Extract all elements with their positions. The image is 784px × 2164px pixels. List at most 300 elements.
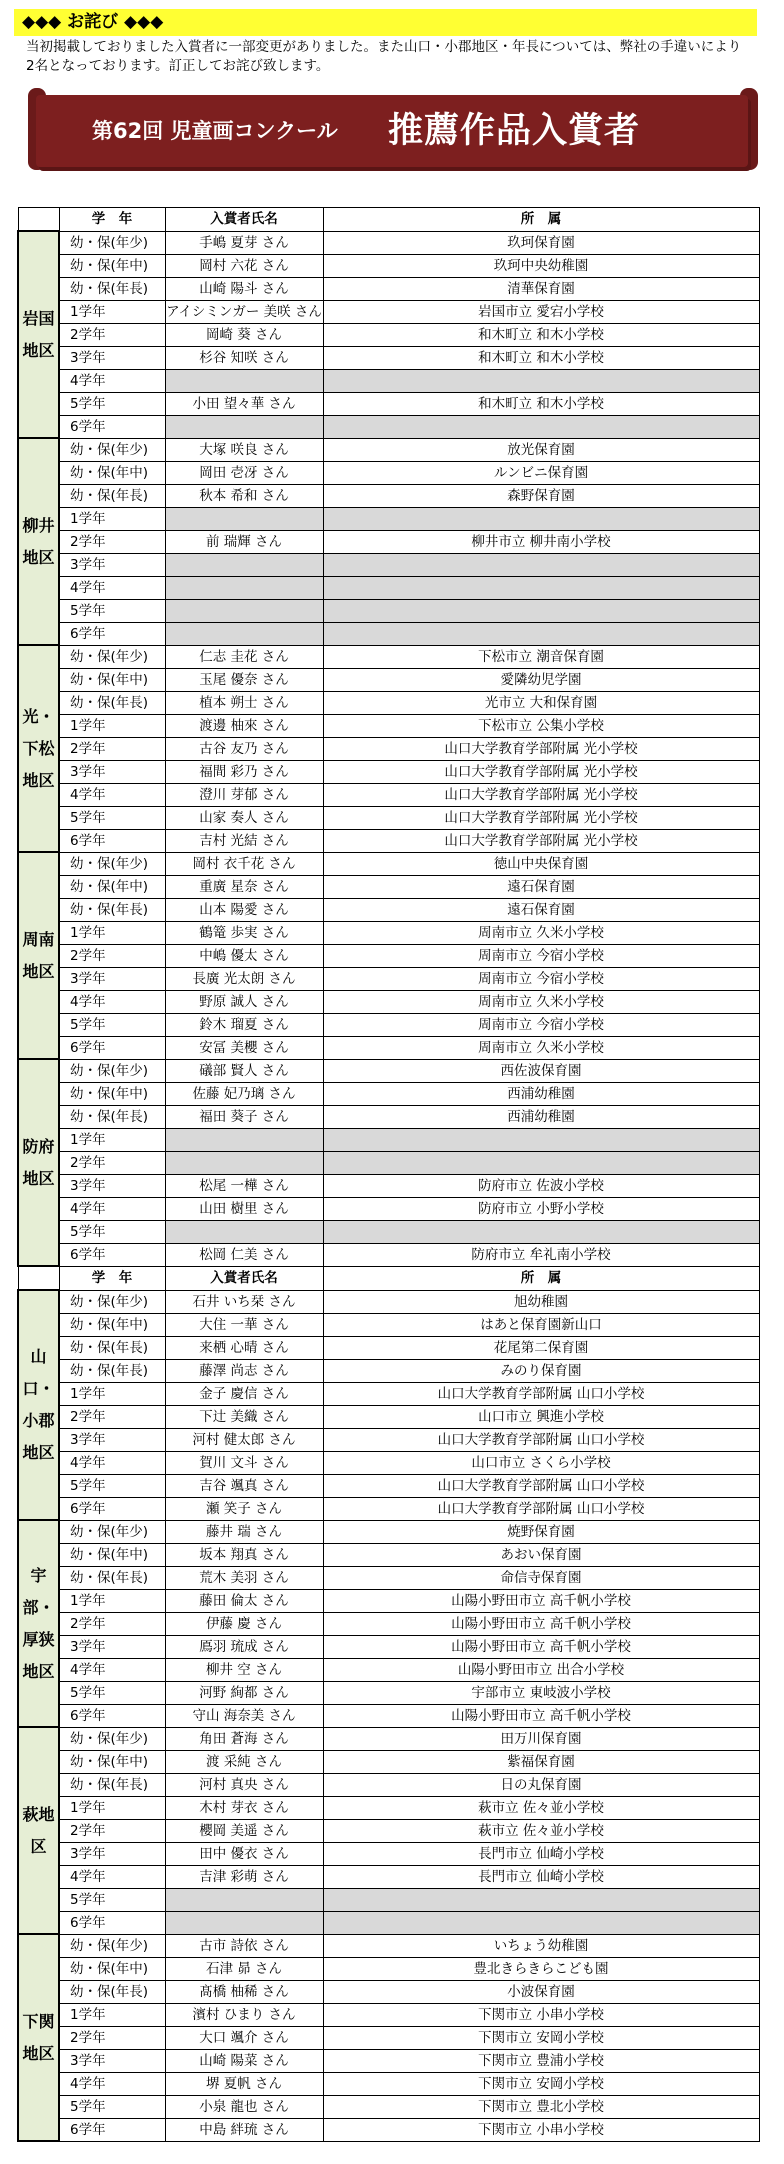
winner-name-cell: 礒部 賢人 さん (165, 1059, 323, 1082)
winner-name-cell: 長廣 光太朗 さん (165, 967, 323, 990)
winner-name-cell: 手嶋 夏芽 さん (165, 231, 323, 254)
school-cell: 周南市立 今宿小学校 (323, 944, 759, 967)
school-cell (323, 576, 759, 599)
grade-cell: 4学年 (59, 1197, 165, 1220)
table-row (18, 1013, 759, 1036)
winner-name-cell: 前 瑞輝 さん (165, 530, 323, 553)
banner-title: 推薦作品入賞者 (388, 111, 641, 151)
school-cell (323, 507, 759, 530)
school-cell: 和木町立 和木小学校 (323, 392, 759, 415)
school-cell: 長門市立 仙崎小学校 (323, 1842, 759, 1865)
table-row (18, 760, 759, 783)
grade-cell: 2学年 (59, 1151, 165, 1174)
grade-cell: 5学年 (59, 1220, 165, 1243)
grade-cell: 4学年 (59, 990, 165, 1013)
grade-cell: 幼・保(年長) (59, 1336, 165, 1359)
school-cell: 下関市立 安岡小学校 (323, 2072, 759, 2095)
region-label: 岩国地区 (18, 231, 59, 438)
grade-cell: 3学年 (59, 1428, 165, 1451)
grade-cell: 3学年 (59, 553, 165, 576)
table-row (18, 2026, 759, 2049)
table-row (18, 1980, 759, 2003)
table-row (18, 967, 759, 990)
winner-name-cell: 山崎 陽菜 さん (165, 2049, 323, 2072)
winner-name-cell: 渡 采純 さん (165, 1750, 323, 1773)
grade-cell: 幼・保(年中) (59, 1313, 165, 1336)
table-row (18, 1313, 759, 1336)
grade-cell: 幼・保(年少) (59, 1059, 165, 1082)
grade-cell: 6学年 (59, 1036, 165, 1059)
winner-name-cell: 鶴篭 歩実 さん (165, 921, 323, 944)
winner-name-cell: 杉谷 知咲 さん (165, 346, 323, 369)
school-cell: 山口市立 興進小学校 (323, 1405, 759, 1428)
grade-cell: 4学年 (59, 1865, 165, 1888)
winner-name-cell: 渡邊 柚來 さん (165, 714, 323, 737)
school-cell: 周南市立 久米小学校 (323, 921, 759, 944)
winner-name-cell: 藤井 瑞 さん (165, 1520, 323, 1543)
table-row (18, 1888, 759, 1911)
header-school: 所 属 (323, 208, 759, 232)
school-cell (323, 415, 759, 438)
winner-name-cell: 濱村 ひまり さん (165, 2003, 323, 2026)
grade-cell: 2学年 (59, 2026, 165, 2049)
grade-cell: 6学年 (59, 1243, 165, 1266)
grade-cell: 3学年 (59, 1635, 165, 1658)
header-school: 所 属 (323, 1266, 759, 1290)
school-cell: 田万川保育園 (323, 1727, 759, 1750)
table-row (18, 1704, 759, 1727)
grade-cell: 4学年 (59, 1451, 165, 1474)
winner-name-cell: 小田 望々華 さん (165, 392, 323, 415)
table-row (18, 1773, 759, 1796)
winner-name-cell: 石井 いち栞 さん (165, 1290, 323, 1313)
grade-cell: 幼・保(年長) (59, 691, 165, 714)
winner-name-cell: 中嶋 優太 さん (165, 944, 323, 967)
winner-name-cell: 河村 健太郎 さん (165, 1428, 323, 1451)
table-row (18, 231, 759, 254)
grade-cell: 幼・保(年少) (59, 1727, 165, 1750)
grade-cell: 3学年 (59, 2049, 165, 2072)
title-banner (36, 95, 748, 167)
table-row (18, 438, 759, 461)
winner-name-cell: 吉村 光結 さん (165, 829, 323, 852)
table-row (18, 553, 759, 576)
grade-cell: 6学年 (59, 1911, 165, 1934)
header-grade: 学 年 (59, 208, 165, 232)
winner-name-cell: 岡村 六花 さん (165, 254, 323, 277)
winner-name-cell: 吉谷 颯真 さん (165, 1474, 323, 1497)
grade-cell: 幼・保(年少) (59, 231, 165, 254)
grade-cell: 2学年 (59, 1405, 165, 1428)
table-row (18, 852, 759, 875)
school-cell: 愛隣幼児学園 (323, 668, 759, 691)
grade-cell: 5学年 (59, 1474, 165, 1497)
table-row (18, 1174, 759, 1197)
table-row (18, 1497, 759, 1520)
grade-cell: 2学年 (59, 323, 165, 346)
school-cell: 下松市立 公集小学校 (323, 714, 759, 737)
school-cell: 小波保育園 (323, 1980, 759, 2003)
school-cell: 日の丸保育園 (323, 1773, 759, 1796)
winner-name-cell: 岡崎 葵 さん (165, 323, 323, 346)
grade-cell: 幼・保(年長) (59, 1566, 165, 1589)
table-row (18, 1635, 759, 1658)
grade-cell: 幼・保(年少) (59, 645, 165, 668)
winner-name-cell: 重廣 星奈 さん (165, 875, 323, 898)
region-label: 山口・小郡地区 (18, 1290, 59, 1520)
header-spacer (18, 208, 59, 232)
school-cell: 山口大学教育学部附属 山口小学校 (323, 1428, 759, 1451)
school-cell: 森野保育園 (323, 484, 759, 507)
table-row (18, 576, 759, 599)
grade-cell: 1学年 (59, 714, 165, 737)
table-row (18, 1428, 759, 1451)
school-cell: 下関市立 豊浦小学校 (323, 2049, 759, 2072)
region-label: 柳井地区 (18, 438, 59, 645)
grade-cell: 幼・保(年中) (59, 875, 165, 898)
grade-cell: 3学年 (59, 760, 165, 783)
school-cell: 和木町立 和木小学校 (323, 323, 759, 346)
table-row (18, 1082, 759, 1105)
grade-cell: 4学年 (59, 1658, 165, 1681)
school-cell (323, 1911, 759, 1934)
winner-name-cell (165, 507, 323, 530)
school-cell: 西浦幼稚園 (323, 1105, 759, 1128)
table-row (18, 2049, 759, 2072)
table-row (18, 1197, 759, 1220)
school-cell: 豊北きらきらこども園 (323, 1957, 759, 1980)
school-cell: 山口大学教育学部附属 光小学校 (323, 783, 759, 806)
school-cell (323, 1128, 759, 1151)
school-cell (323, 599, 759, 622)
school-cell: 防府市立 小野小学校 (323, 1197, 759, 1220)
grade-cell: 2学年 (59, 737, 165, 760)
table-row (18, 484, 759, 507)
winner-name-cell: 吉津 彩萌 さん (165, 1865, 323, 1888)
winner-name-cell (165, 622, 323, 645)
grade-cell: 幼・保(年中) (59, 1082, 165, 1105)
winner-name-cell: 山崎 陽斗 さん (165, 277, 323, 300)
winner-name-cell (165, 599, 323, 622)
winner-name-cell: 福田 葵子 さん (165, 1105, 323, 1128)
table-row (18, 599, 759, 622)
winner-name-cell: 岡田 壱冴 さん (165, 461, 323, 484)
winner-name-cell: 下辻 美織 さん (165, 1405, 323, 1428)
grade-cell: 2学年 (59, 1612, 165, 1635)
grade-cell: 幼・保(年中) (59, 461, 165, 484)
winner-name-cell: 仁志 圭花 さん (165, 645, 323, 668)
grade-cell: 4学年 (59, 783, 165, 806)
table-row (18, 944, 759, 967)
grade-cell: 5学年 (59, 1013, 165, 1036)
school-cell: 光市立 大和保育園 (323, 691, 759, 714)
school-cell: 焼野保育園 (323, 1520, 759, 1543)
grade-cell: 幼・保(年少) (59, 1934, 165, 1957)
school-cell: 下関市立 小串小学校 (323, 2118, 759, 2141)
winner-name-cell: 櫻岡 美遥 さん (165, 1819, 323, 1842)
grade-cell: 5学年 (59, 1888, 165, 1911)
region-label: 下関地区 (18, 1934, 59, 2141)
grade-cell: 6学年 (59, 1704, 165, 1727)
grade-cell: 1学年 (59, 1589, 165, 1612)
school-cell: 周南市立 今宿小学校 (323, 1013, 759, 1036)
table-row (18, 1681, 759, 1704)
grade-cell: 幼・保(年長) (59, 1980, 165, 2003)
winner-name-cell: 松尾 一樺 さん (165, 1174, 323, 1197)
school-cell: 柳井市立 柳井南小学校 (323, 530, 759, 553)
region-label: 防府地区 (18, 1059, 59, 1266)
school-cell: 防府市立 佐波小学校 (323, 1174, 759, 1197)
grade-cell: 1学年 (59, 1382, 165, 1405)
table-row (18, 1474, 759, 1497)
table-row (18, 714, 759, 737)
grade-cell: 幼・保(年長) (59, 898, 165, 921)
school-cell: 山口大学教育学部附属 光小学校 (323, 829, 759, 852)
school-cell: 岩国市立 愛宕小学校 (323, 300, 759, 323)
grade-cell: 3学年 (59, 346, 165, 369)
winner-name-cell: 河野 絢都 さん (165, 1681, 323, 1704)
winner-name-cell: 松岡 仁美 さん (165, 1243, 323, 1266)
school-cell: ルンビニ保育園 (323, 461, 759, 484)
school-cell: 西浦幼稚園 (323, 1082, 759, 1105)
school-cell (323, 1220, 759, 1243)
winner-name-cell (165, 1220, 323, 1243)
winner-name-cell: 山本 陽愛 さん (165, 898, 323, 921)
table-row (18, 1819, 759, 1842)
table-row (18, 1865, 759, 1888)
winner-name-cell: 岡村 衣千花 さん (165, 852, 323, 875)
table-row (18, 829, 759, 852)
header-grade: 学 年 (59, 1266, 165, 1290)
table-row (18, 622, 759, 645)
table-row (18, 1842, 759, 1865)
table-row (18, 1957, 759, 1980)
table-row (18, 392, 759, 415)
table-row (18, 1934, 759, 1957)
grade-cell: 幼・保(年長) (59, 1359, 165, 1382)
winner-name-cell (165, 576, 323, 599)
school-cell: 下関市立 豊北小学校 (323, 2095, 759, 2118)
grade-cell: 5学年 (59, 806, 165, 829)
region-label: 萩地区 (18, 1727, 59, 1934)
table-row (18, 645, 759, 668)
grade-cell: 1学年 (59, 507, 165, 530)
table-row (18, 783, 759, 806)
table-row (18, 1566, 759, 1589)
school-cell: 周南市立 今宿小学校 (323, 967, 759, 990)
table-row (18, 875, 759, 898)
grade-cell: 5学年 (59, 599, 165, 622)
table-row (18, 2118, 759, 2141)
grade-cell: 2学年 (59, 530, 165, 553)
school-cell: はあと保育園新山口 (323, 1313, 759, 1336)
table-row (18, 1589, 759, 1612)
grade-cell: 2学年 (59, 944, 165, 967)
apology-text: 当初掲載しておりました入賞者に一部変更がありました。また山口・小郡地区・年長については、弊社の手違いにより2名となっております。訂正してお詫び致します。 (26, 39, 742, 74)
grade-cell: 1学年 (59, 300, 165, 323)
winner-name-cell: 瀬 笑子 さん (165, 1497, 323, 1520)
table-row (18, 737, 759, 760)
school-cell: みのり保育園 (323, 1359, 759, 1382)
table-row (18, 1520, 759, 1543)
table-row (18, 990, 759, 1013)
table-row (18, 1382, 759, 1405)
table-row (18, 461, 759, 484)
region-label: 宇部・厚狭地区 (18, 1520, 59, 1727)
table-row (18, 1543, 759, 1566)
winner-name-cell: 角田 蒼海 さん (165, 1727, 323, 1750)
school-cell: 山陽小野田市立 高千帆小学校 (323, 1635, 759, 1658)
winner-name-cell: 柳井 空 さん (165, 1658, 323, 1681)
table-row (18, 668, 759, 691)
school-cell: 和木町立 和木小学校 (323, 346, 759, 369)
grade-cell: 3学年 (59, 1174, 165, 1197)
grade-cell: 幼・保(年長) (59, 1105, 165, 1128)
school-cell (323, 369, 759, 392)
school-cell: 徳山中央保育園 (323, 852, 759, 875)
winner-name-cell: 山田 樹里 さん (165, 1197, 323, 1220)
school-cell: 山口大学教育学部附属 山口小学校 (323, 1382, 759, 1405)
school-cell: 長門市立 仙崎小学校 (323, 1865, 759, 1888)
table-row (18, 1911, 759, 1934)
school-cell: 命信寺保育園 (323, 1566, 759, 1589)
school-cell: 周南市立 久米小学校 (323, 1036, 759, 1059)
winner-name-cell (165, 1911, 323, 1934)
winner-name-cell: 植本 朔士 さん (165, 691, 323, 714)
region-label: 光・下松地区 (18, 645, 59, 852)
school-cell: 周南市立 久米小学校 (323, 990, 759, 1013)
grade-cell: 5学年 (59, 2095, 165, 2118)
table-row (18, 346, 759, 369)
school-cell: 萩市立 佐々並小学校 (323, 1819, 759, 1842)
table-row (18, 530, 759, 553)
winner-name-cell: 大口 颯介 さん (165, 2026, 323, 2049)
school-cell: 山口大学教育学部附属 光小学校 (323, 760, 759, 783)
grade-cell: 幼・保(年少) (59, 438, 165, 461)
table-row (18, 1290, 759, 1313)
winner-name-cell: 澄川 芽郁 さん (165, 783, 323, 806)
winner-name-cell: 藤田 倫太 さん (165, 1589, 323, 1612)
winner-name-cell: 佐藤 妃乃璃 さん (165, 1082, 323, 1105)
school-cell: 山陽小野田市立 高千帆小学校 (323, 1704, 759, 1727)
winner-name-cell: 堺 夏帆 さん (165, 2072, 323, 2095)
table-row (18, 300, 759, 323)
table-row (18, 277, 759, 300)
winner-name-cell: 安冨 美櫻 さん (165, 1036, 323, 1059)
winner-name-cell: 荒木 美羽 さん (165, 1566, 323, 1589)
winner-name-cell: 伊藤 慶 さん (165, 1612, 323, 1635)
school-cell: 玖珂中央幼稚園 (323, 254, 759, 277)
winner-name-cell: 鈴木 瑠夏 さん (165, 1013, 323, 1036)
table-row (18, 1151, 759, 1174)
grade-cell: 5学年 (59, 1681, 165, 1704)
school-cell: 山陽小野田市立 高千帆小学校 (323, 1612, 759, 1635)
grade-cell: 3学年 (59, 1842, 165, 1865)
grade-cell: 1学年 (59, 1128, 165, 1151)
school-cell: 山口大学教育学部附属 山口小学校 (323, 1474, 759, 1497)
table-row (18, 415, 759, 438)
winner-name-cell (165, 553, 323, 576)
table-row (18, 1128, 759, 1151)
table-row (18, 806, 759, 829)
table-row (18, 369, 759, 392)
grade-cell: 6学年 (59, 2118, 165, 2141)
table-row (18, 1658, 759, 1681)
winner-name-cell (165, 415, 323, 438)
grade-cell: 1学年 (59, 921, 165, 944)
table-row (18, 1336, 759, 1359)
winner-name-cell: 田中 優衣 さん (165, 1842, 323, 1865)
school-cell: 宇部市立 東岐波小学校 (323, 1681, 759, 1704)
table-row (18, 1359, 759, 1382)
winner-name-cell: 河村 真央 さん (165, 1773, 323, 1796)
school-cell: 防府市立 牟礼南小学校 (323, 1243, 759, 1266)
winner-name-cell: 石津 昴 さん (165, 1957, 323, 1980)
table-row (18, 323, 759, 346)
grade-cell: 6学年 (59, 1497, 165, 1520)
table-row (18, 2095, 759, 2118)
school-cell: 旭幼稚園 (323, 1290, 759, 1313)
table-row (18, 1796, 759, 1819)
school-cell: 山口大学教育学部附属 光小学校 (323, 806, 759, 829)
table-row (18, 1243, 759, 1266)
grade-cell: 幼・保(年長) (59, 484, 165, 507)
school-cell: 遠石保育園 (323, 898, 759, 921)
winner-name-cell: 坂本 翔真 さん (165, 1543, 323, 1566)
school-cell (323, 1888, 759, 1911)
table-row (18, 1059, 759, 1082)
grade-cell: 幼・保(年少) (59, 1290, 165, 1313)
grade-cell: 4学年 (59, 369, 165, 392)
winner-name-cell: 古市 詩依 さん (165, 1934, 323, 1957)
table-row (18, 1036, 759, 1059)
grade-cell: 幼・保(年少) (59, 1520, 165, 1543)
winner-name-cell: 来栖 心晴 さん (165, 1336, 323, 1359)
winner-name-cell (165, 1888, 323, 1911)
winner-name-cell: 鳫羽 琉成 さん (165, 1635, 323, 1658)
school-cell: 清華保育園 (323, 277, 759, 300)
header-name: 入賞者氏名 (165, 208, 323, 232)
table-row (18, 507, 759, 530)
winner-name-cell: アイシミンガー 美咲 さん (165, 300, 323, 323)
table-header-row (18, 208, 759, 232)
winner-name-cell: 金子 慶信 さん (165, 1382, 323, 1405)
winner-name-cell: 秋本 希和 さん (165, 484, 323, 507)
grade-cell: 幼・保(年中) (59, 1957, 165, 1980)
school-cell (323, 1151, 759, 1174)
school-cell: 山口大学教育学部附属 光小学校 (323, 737, 759, 760)
school-cell: 山陽小野田市立 高千帆小学校 (323, 1589, 759, 1612)
winner-name-cell: 藤澤 尚志 さん (165, 1359, 323, 1382)
winner-name-cell: 守山 海奈美 さん (165, 1704, 323, 1727)
winner-name-cell (165, 369, 323, 392)
school-cell: 山陽小野田市立 出合小学校 (323, 1658, 759, 1681)
school-cell: 下関市立 小串小学校 (323, 2003, 759, 2026)
table-row (18, 898, 759, 921)
grade-cell: 幼・保(年長) (59, 1773, 165, 1796)
grade-cell: 幼・保(年中) (59, 254, 165, 277)
school-cell: 紫福保育園 (323, 1750, 759, 1773)
school-cell: 遠石保育園 (323, 875, 759, 898)
school-cell (323, 553, 759, 576)
table-row (18, 1451, 759, 1474)
winner-name-cell (165, 1128, 323, 1151)
grade-cell: 幼・保(年中) (59, 668, 165, 691)
table-row (18, 1105, 759, 1128)
winner-name-cell: 賀川 文斗 さん (165, 1451, 323, 1474)
grade-cell: 幼・保(年中) (59, 1543, 165, 1566)
winner-name-cell: 大塚 咲良 さん (165, 438, 323, 461)
